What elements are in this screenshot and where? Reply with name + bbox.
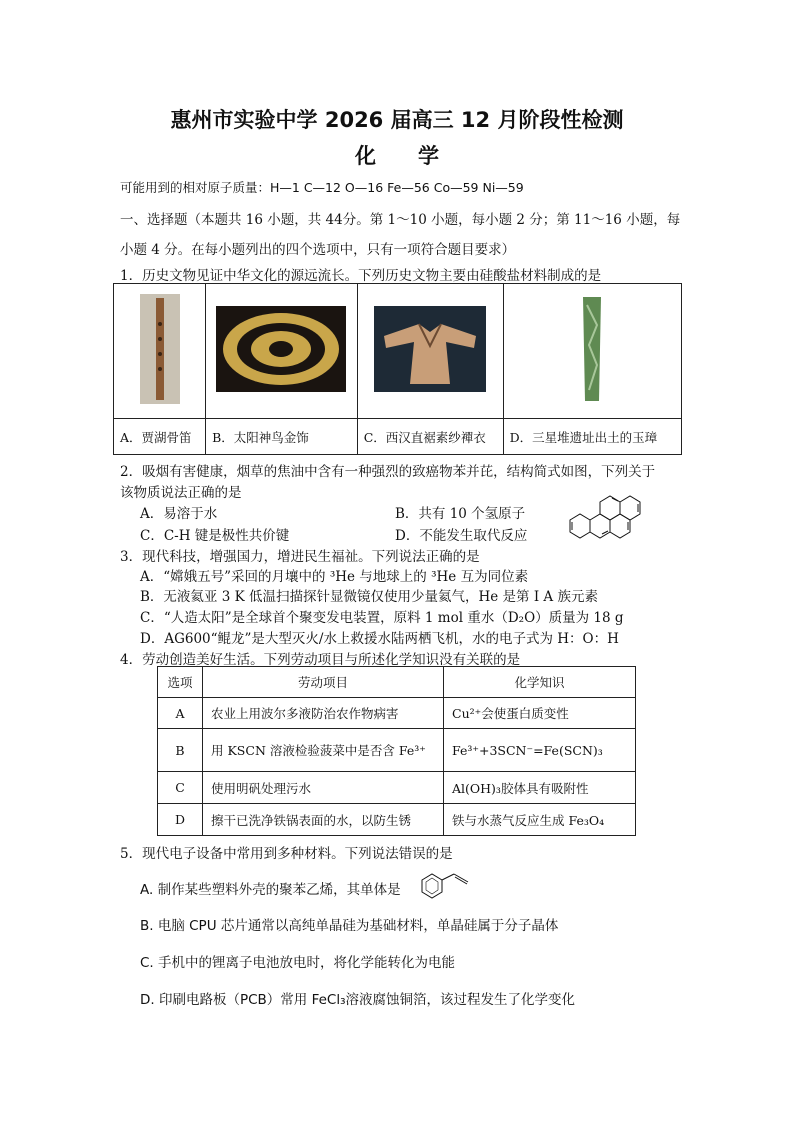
atomic-masses: 可能用到的相对原子质量：H—1 C—12 O—16 Fe—56 Co—59 Ni—59 — [120, 180, 524, 195]
table-row — [158, 729, 636, 772]
q5-stem: 5．现代电子设备中常用到多种材料。下列说法错误的是 — [120, 846, 453, 862]
q1-option-a: A．贾湖骨笛 — [114, 419, 206, 455]
q1-table — [113, 283, 682, 455]
q2-option-a: A．易溶于水 — [140, 506, 218, 522]
q3-option-d: D．AG600“鲲龙”是大型灭火/水上救援水陆两栖飞机，水的电子式为 H：O：H — [140, 631, 619, 647]
jade-zhang-image — [503, 284, 681, 419]
q2-option-b: B．共有 10 个氢原子 — [395, 506, 526, 522]
q4-row-option: B — [158, 729, 203, 772]
q4-header-labor: 劳动项目 — [203, 667, 444, 698]
q1-option-d: D．三星堆遗址出土的玉璋 — [503, 419, 681, 455]
q4-row-chem: 铁与水蒸气反应生成 Fe₃O₄ — [444, 804, 636, 836]
section-instructions-2: 小题 4 分。在每小题列出的四个选项中，只有一项符合题目要求） — [120, 242, 516, 258]
q4-row-chem: Al(OH)₃胶体具有吸附性 — [444, 772, 636, 804]
q2-option-d: D．不能发生取代反应 — [395, 528, 528, 544]
benzopyrene-structure — [550, 486, 660, 550]
q3-option-b: B．无液氦亚 3 K 低温扫描探针显微镜仅使用少量氦气，He 是第 I A 族元素 — [140, 589, 598, 605]
q4-row-labor: 用 KSCN 溶液检验菠菜中是否含 Fe³⁺ — [203, 729, 444, 772]
q4-header-option: 选项 — [158, 667, 203, 698]
q3-stem: 3．现代科技，增强国力，增进民生福祉。下列说法正确的是 — [120, 549, 480, 565]
golden-sun-bird-image — [206, 284, 358, 419]
q5-option-a: A. 制作某些塑料外壳的聚苯乙烯，其单体是 — [140, 882, 401, 898]
styrene-structure — [418, 868, 474, 904]
q4-row-option: A — [158, 698, 203, 729]
silk-robe-image — [357, 284, 503, 419]
q5-option-d: D. 印刷电路板（PCB）常用 FeCl₃溶液腐蚀铜箔，该过程发生了化学变化 — [140, 992, 576, 1008]
q4-row-labor: 使用明矾处理污水 — [203, 772, 444, 804]
q1-option-c: C．西汉直裾素纱襌衣 — [357, 419, 503, 455]
table-row — [158, 698, 636, 729]
q4-table — [157, 666, 636, 836]
q2-stem-2: 该物质说法正确的是 — [120, 485, 242, 501]
bone-flute-image — [114, 284, 206, 419]
table-row — [158, 804, 636, 836]
table-row — [158, 772, 636, 804]
q2-option-c: C．C-H 键是极性共价键 — [140, 528, 290, 544]
q1-option-b: B．太阳神鸟金饰 — [206, 419, 358, 455]
q4-row-labor: 农业上用波尔多液防治农作物病害 — [203, 698, 444, 729]
q4-row-option: C — [158, 772, 203, 804]
exam-title: 惠州市实验中学 2026 届高三 12 月阶段性检测 — [170, 108, 624, 132]
q4-row-labor: 擦干已洗净铁锅表面的水，以防生锈 — [203, 804, 444, 836]
q4-stem: 4．劳动创造美好生活。下列劳动项目与所述化学知识没有关联的是 — [120, 652, 521, 668]
q5-option-b: B. 电脑 CPU 芯片通常以高纯单晶硅为基础材料，单晶硅属于分子晶体 — [140, 918, 559, 934]
q3-option-a: A．“嫦娥五号”采回的月壤中的 ³He 与地球上的 ³He 互为同位素 — [140, 569, 529, 585]
q4-row-option: D — [158, 804, 203, 836]
q4-row-chem: Fe³⁺+3SCN⁻=Fe(SCN)₃ — [444, 729, 636, 772]
q3-option-c: C．“人造太阳”是全球首个聚变发电装置，原料 1 mol 重水（D₂O）质量为 18 g — [140, 610, 624, 626]
q2-stem-1: 2．吸烟有害健康，烟草的焦油中含有一种强烈的致癌物苯并芘，结构简式如图，下列关于 — [120, 464, 656, 480]
q1-stem: 1．历史文物见证中华文化的源远流长。下列历史文物主要由硅酸盐材料制成的是 — [120, 268, 602, 284]
q4-header-chem: 化学知识 — [444, 667, 636, 698]
q5-option-c: C. 手机中的锂离子电池放电时，将化学能转化为电能 — [140, 955, 456, 971]
subject-title: 化 学 — [355, 144, 439, 168]
section-instructions-1: 一、选择题（本题共 16 小题，共 44分。第 1～10 小题，每小题 2 分；第 11～16 小题，每 — [120, 212, 681, 228]
q4-row-chem: Cu²⁺会使蛋白质变性 — [444, 698, 636, 729]
